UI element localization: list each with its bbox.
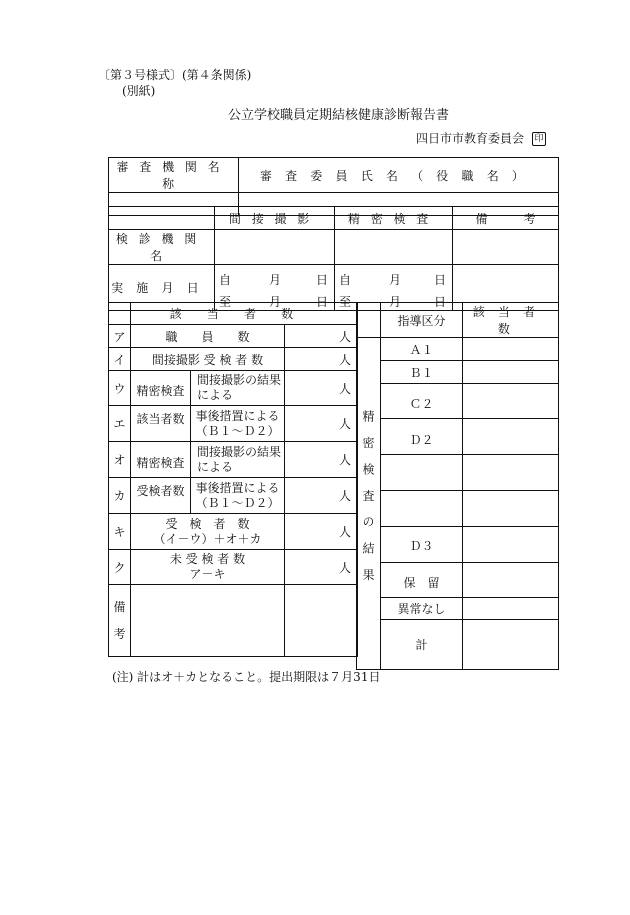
examinee-total-formula: （イ－ウ）＋オ＋カ xyxy=(153,531,262,546)
grade-count-cell[interactable] xyxy=(463,338,559,361)
remarks-cell[interactable] xyxy=(131,585,285,657)
grade-label: 保 留 xyxy=(381,563,463,598)
result-vertical-label xyxy=(357,338,381,670)
group-label: 精密検査 xyxy=(131,442,191,478)
day-label: 日 xyxy=(433,295,446,309)
month-label: 月 xyxy=(389,273,402,287)
total-label: 計 xyxy=(381,620,463,670)
count-cell[interactable] xyxy=(285,406,358,442)
month-label: 月 xyxy=(389,295,402,309)
row-letter: エ xyxy=(109,406,131,442)
grade-count-cell[interactable] xyxy=(463,563,559,598)
issuer-line xyxy=(416,132,546,146)
group-label: 精密検査 xyxy=(131,371,191,406)
grade-count-cell[interactable] xyxy=(463,527,559,563)
row-letter: ウ xyxy=(109,371,131,406)
grade-label: Ｃ２ xyxy=(381,384,463,419)
unit-label: 人 xyxy=(338,453,351,467)
org-name-header: 審査機関名称 xyxy=(109,158,239,193)
grade-label xyxy=(381,491,463,527)
examinee-total-label xyxy=(131,514,285,550)
staff-count-label: 職 員 数 xyxy=(131,325,285,348)
row-letter: ク xyxy=(109,550,131,585)
grade-label: Ａ１ xyxy=(381,338,463,361)
row-letter: イ xyxy=(109,348,131,371)
subjects-count-table xyxy=(108,302,358,657)
date-label: 実施月日 xyxy=(109,265,215,311)
row-letter: オ xyxy=(109,442,131,478)
non-examinee-formula: ア－キ xyxy=(189,567,226,581)
indirect-col-header: 間接撮影 xyxy=(215,207,335,230)
results-table xyxy=(356,302,559,670)
count-header: 該当者数 xyxy=(463,303,559,338)
exam-org-label: 検診機関名 xyxy=(109,230,215,265)
count-cell[interactable] xyxy=(285,478,358,514)
grade-count-cell[interactable] xyxy=(463,598,559,620)
results-corner-cell xyxy=(357,303,381,338)
row-letter: カ xyxy=(109,478,131,514)
issuer-name: 四日市市教育委員会 xyxy=(416,131,525,146)
grade-label: 異常なし xyxy=(381,598,463,620)
document-title: 公立学校職員定期結核健康診断報告書 xyxy=(228,108,450,123)
form-number: 〔第３号様式〕(第４条関係) xyxy=(98,68,252,82)
examinee-total-title: 受 検 者 数 xyxy=(165,516,250,531)
grade-label: Ｄ３ xyxy=(381,527,463,563)
count-cell[interactable] xyxy=(285,442,358,478)
from-label: 自 xyxy=(219,273,232,287)
count-cell[interactable] xyxy=(285,371,358,406)
non-examinee-label xyxy=(131,550,285,585)
grade-count-cell[interactable] xyxy=(463,384,559,419)
remarks-label: 備考 xyxy=(109,585,131,657)
detailed-col-header: 精密検査 xyxy=(335,207,453,230)
sub-label: 間接撮影の結果による xyxy=(191,442,285,478)
result-vertical-text: 精密検査の結果 xyxy=(361,409,375,595)
day-label: 日 xyxy=(315,273,328,287)
staff-count-cell[interactable] xyxy=(285,325,358,348)
month-label: 月 xyxy=(269,273,282,287)
grade-label xyxy=(381,455,463,491)
day-label: 日 xyxy=(315,295,328,309)
total-count-cell[interactable] xyxy=(463,620,559,670)
indirect-examinee-cell[interactable] xyxy=(285,348,358,371)
letter-header-cell xyxy=(109,303,131,325)
day-label: 日 xyxy=(433,273,446,287)
non-examinee-title: 未 受 検 者 数 xyxy=(169,552,246,566)
from-label: 自 xyxy=(339,273,352,287)
sub-label: 事後措置による（Ｂ１～Ｄ２） xyxy=(191,406,285,442)
group-label: 該当者数 xyxy=(131,406,191,442)
row-letter: キ xyxy=(109,514,131,550)
grade-label: Ｂ１ xyxy=(381,361,463,384)
seal-mark: 印 xyxy=(532,132,546,146)
exam-org-remarks[interactable] xyxy=(453,230,559,265)
unit-label: 人 xyxy=(338,329,351,344)
guidance-header: 指導区分 xyxy=(381,303,463,338)
unit-label: 人 xyxy=(338,352,351,367)
grade-count-cell[interactable] xyxy=(463,361,559,384)
grade-count-cell[interactable] xyxy=(463,491,559,527)
unit-label: 人 xyxy=(338,560,351,575)
exam-org-indirect[interactable] xyxy=(215,230,335,265)
sub-label: 間接撮影の結果による xyxy=(191,371,285,406)
unit-label: 人 xyxy=(338,489,351,503)
unit-label: 人 xyxy=(338,381,351,396)
member-name-header: 審査委員氏名（役職名） xyxy=(239,158,559,193)
sub-label: 事後措置による（Ｂ１～Ｄ２） xyxy=(191,478,285,514)
attachment-label: (別紙) xyxy=(122,84,156,98)
examinee-total-cell[interactable] xyxy=(285,514,358,550)
exam-info-table xyxy=(108,206,559,311)
grade-label: Ｄ２ xyxy=(381,419,463,455)
grade-count-cell[interactable] xyxy=(463,455,559,491)
unit-label: 人 xyxy=(338,417,351,431)
to-label: 至 xyxy=(339,295,352,309)
grade-count-cell[interactable] xyxy=(463,419,559,455)
to-label: 至 xyxy=(219,295,232,309)
row-letter: ア xyxy=(109,325,131,348)
indirect-examinee-label: 間接撮影 受 検 者 数 xyxy=(131,348,285,371)
footer-note: (注) 計はオ＋カとなること。提出期限は７月31日 xyxy=(112,670,381,684)
blank-header-cell xyxy=(109,207,215,230)
month-label: 月 xyxy=(269,295,282,309)
remarks-col-header: 備 考 xyxy=(453,207,559,230)
exam-org-detailed[interactable] xyxy=(335,230,453,265)
group-label: 受検者数 xyxy=(131,478,191,514)
remarks-extra-cell[interactable] xyxy=(285,585,358,657)
unit-label: 人 xyxy=(338,525,351,539)
subjects-header: 該当者数 xyxy=(131,303,358,325)
non-examinee-cell[interactable] xyxy=(285,550,358,585)
